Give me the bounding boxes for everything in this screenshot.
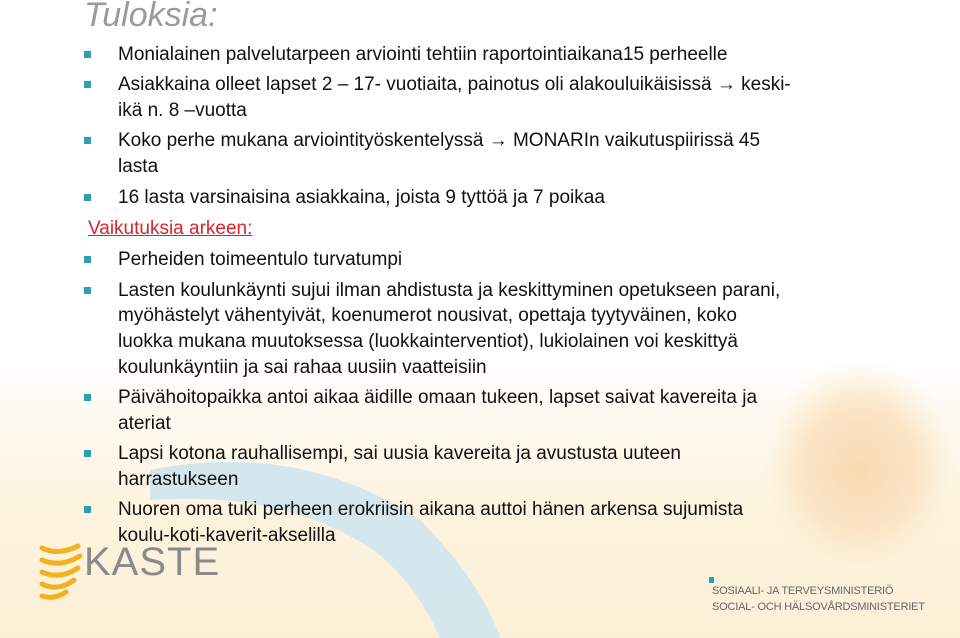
bullet-icon <box>84 506 91 513</box>
bullet-text: 16 lasta varsinaisina asiakkaina, joista 9 tyttöä ja 7 poikaa <box>118 187 605 208</box>
bullet-icon <box>84 137 91 144</box>
bullet-text: Lasten koulunkäynti sujui ilman ahdistusta ja keskittyminen opetukseen parani, <box>118 280 781 301</box>
bullet-text: ateriat <box>118 413 171 434</box>
bullet-text: koulu-koti-kaverit-akselilla <box>118 525 336 546</box>
ministry-name-fi: SOSIAALI- JA TERVEYSMINISTERIÖ <box>712 585 894 597</box>
bullet-text: Asiakkaina olleet lapset 2 – 17- vuotiaita, painotus oli alakouluikäisissä → keski- <box>118 74 791 95</box>
ministry-name-sv: SOCIAL- OCH HÄLSOVÅRDSMINISTERIET <box>712 601 925 613</box>
bullet-text: myöhästelyt vähentyivät, koenumerot nousivat, opettaja tyytyväinen, koko <box>118 305 737 326</box>
bullet-text: Päivähoitopaikka antoi aikaa äidille omaan tukeen, lapset saivat kavereita ja <box>118 387 758 408</box>
bullet-icon <box>84 394 91 401</box>
bullet-icon <box>84 287 91 294</box>
bullet-icon <box>84 81 91 88</box>
bullet-text: koulunkäyntiin ja sai rahaa uusiin vaatteisiin <box>118 357 487 378</box>
kaste-logo-text: KASTE <box>84 540 221 584</box>
bullet-text: Nuoren oma tuki perheen erokriisin aikana auttoi hänen arkensa sujumista <box>118 499 744 520</box>
background-peach-shape <box>760 360 960 580</box>
bullet-text: Monialainen palvelutarpeen arviointi tehtiin raportointiaikana15 perheelle <box>118 44 728 65</box>
bullet-icon <box>84 256 91 263</box>
bullet-text: Koko perhe mukana arviointityöskentelyssä → MONARIn vaikutuspiirissä 45 <box>118 130 761 151</box>
bullet-text: harrastukseen <box>118 469 239 490</box>
bullet-icon <box>84 51 91 58</box>
bullet-text: luokka mukana muutoksessa (luokkainterventiot), lukiolainen voi keskittyä <box>118 331 738 352</box>
bullet-text: Lapsi kotona rauhallisempi, sai uusia kavereita ja avustusta uuteen <box>118 443 681 464</box>
ministry-logo-icon <box>709 577 714 583</box>
bullet-icon <box>84 194 91 201</box>
bullet-icon <box>84 450 91 457</box>
slide-title: Tuloksia: <box>84 0 218 34</box>
bullet-text: lasta <box>118 156 159 177</box>
bullet-text: ikä n. 8 –vuotta <box>118 100 247 121</box>
bullet-text: Perheiden toimeentulo turvatumpi <box>118 249 403 270</box>
subheading: Vaikutuksia arkeen: <box>88 218 253 239</box>
